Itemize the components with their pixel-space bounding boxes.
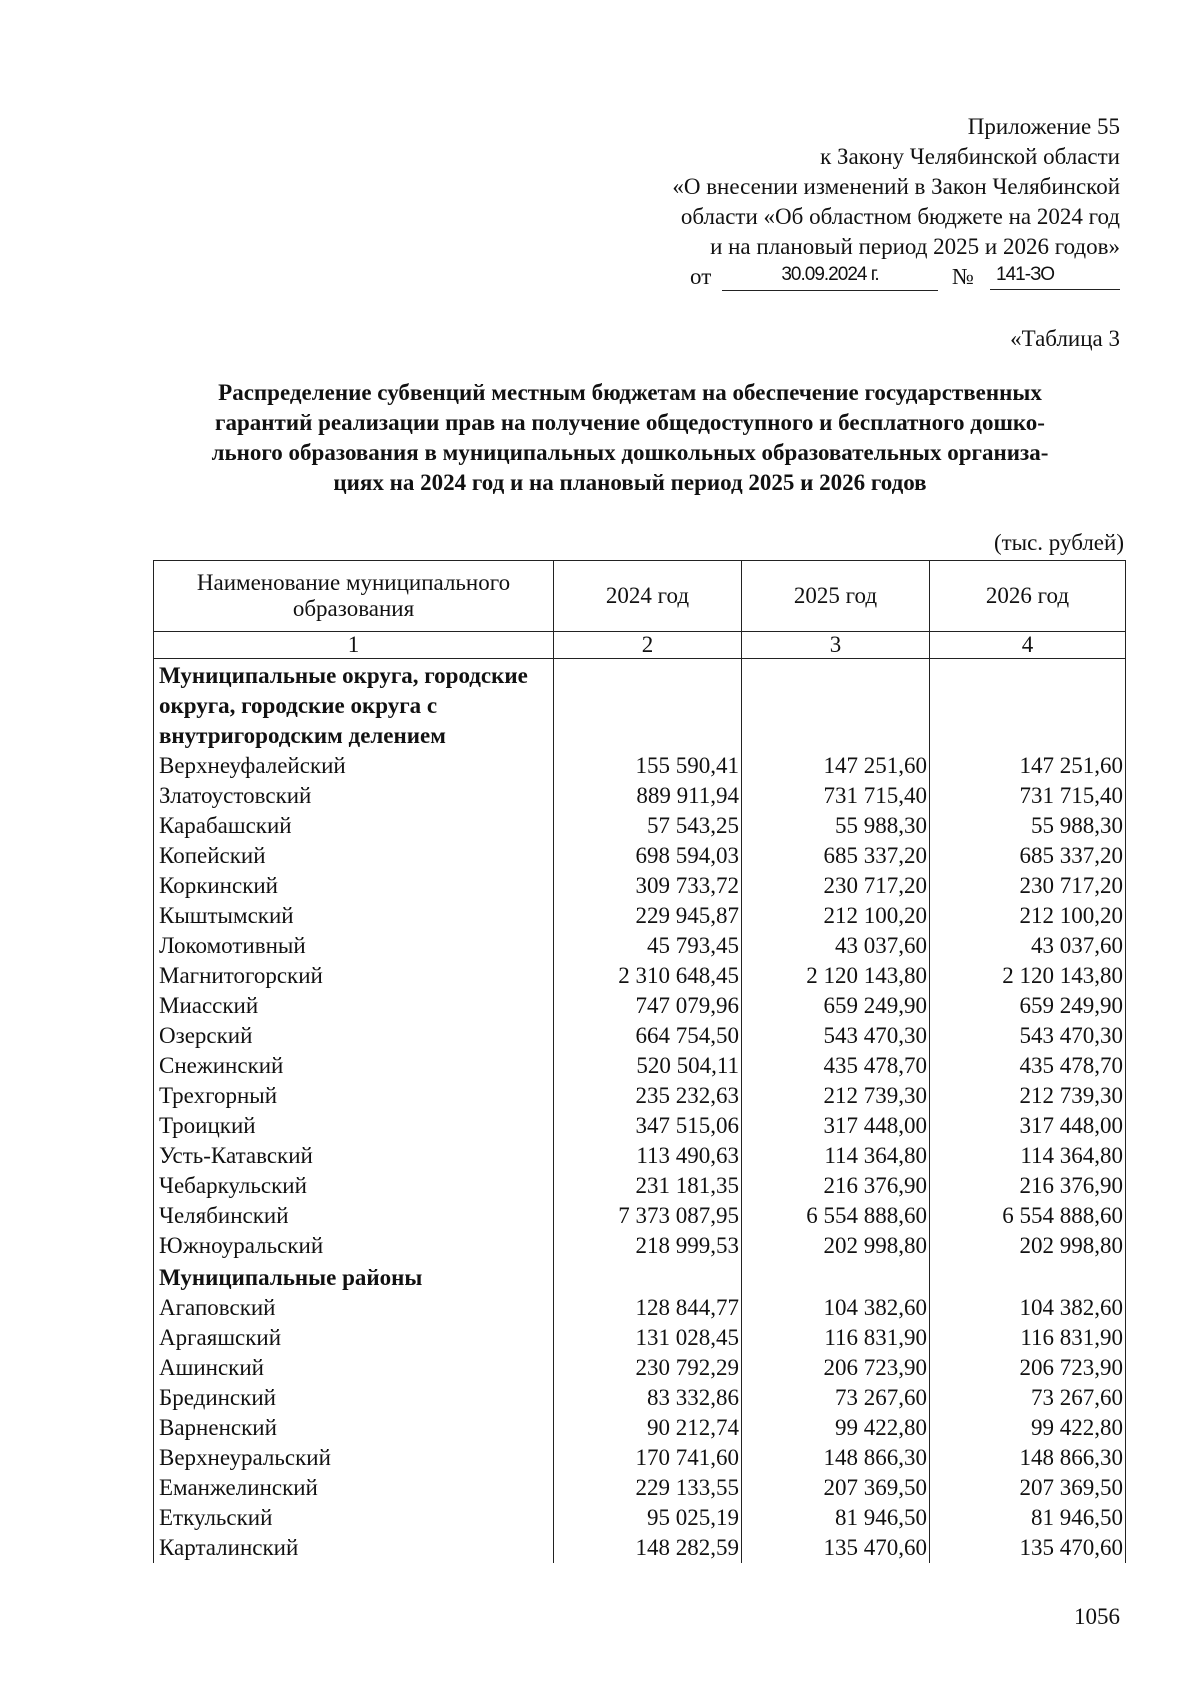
table-row — [154, 1323, 1126, 1353]
amount-2024: 235 232,63 — [554, 1081, 742, 1111]
table-row — [154, 931, 1126, 961]
municipality-name: Агаповский — [154, 1293, 554, 1323]
amount-2024: 45 793,45 — [554, 931, 742, 961]
table-row — [154, 991, 1126, 1021]
amount-2025: 135 470,60 — [742, 1533, 930, 1563]
table-row — [154, 1353, 1126, 1383]
amount-2026: 202 998,80 — [930, 1231, 1126, 1261]
table-row — [154, 1021, 1126, 1051]
amount-2025: 116 831,90 — [742, 1323, 930, 1353]
amount-2025: 147 251,60 — [742, 751, 930, 781]
appendix-header — [560, 112, 1120, 262]
municipality-name: Усть-Катавский — [154, 1141, 554, 1171]
amount-2024: 229 133,55 — [554, 1473, 742, 1503]
law-number: 141-ЗО — [990, 264, 1120, 290]
municipality-name: Верхнеуральский — [154, 1443, 554, 1473]
amount-2025: 148 866,30 — [742, 1443, 930, 1473]
section-title: Муниципальные районы — [154, 1261, 554, 1293]
empty-cell — [930, 659, 1126, 752]
amount-2026: 114 364,80 — [930, 1141, 1126, 1171]
amount-2024: 90 212,74 — [554, 1413, 742, 1443]
amount-2024: 230 792,29 — [554, 1353, 742, 1383]
table-row — [154, 1473, 1126, 1503]
table-row — [154, 1503, 1126, 1533]
municipality-name: Златоустовский — [154, 781, 554, 811]
municipality-name: Кыштымский — [154, 901, 554, 931]
amount-2026: 135 470,60 — [930, 1533, 1126, 1563]
amount-2026: 685 337,20 — [930, 841, 1126, 871]
amount-2024: 698 594,03 — [554, 841, 742, 871]
amount-2025: 212 739,30 — [742, 1081, 930, 1111]
amount-2025: 73 267,60 — [742, 1383, 930, 1413]
municipality-name: Брединский — [154, 1383, 554, 1413]
column-number: 4 — [930, 632, 1126, 659]
municipality-name: Магнитогорский — [154, 961, 554, 991]
amount-2025: 55 988,30 — [742, 811, 930, 841]
municipality-name: Чебаркульский — [154, 1171, 554, 1201]
title-line: Распределение субвенций местным бюджетам на обеспечение государственных — [218, 380, 1042, 405]
amount-2026: 731 715,40 — [930, 781, 1126, 811]
table-label: «Таблица 3 — [1010, 326, 1120, 351]
amount-2026: 73 267,60 — [930, 1383, 1126, 1413]
table-row — [154, 901, 1126, 931]
amount-2024: 229 945,87 — [554, 901, 742, 931]
amount-2024: 520 504,11 — [554, 1051, 742, 1081]
amount-2025: 543 470,30 — [742, 1021, 930, 1051]
amount-2024: 309 733,72 — [554, 871, 742, 901]
table-row — [154, 1383, 1126, 1413]
amount-2024: 113 490,63 — [554, 1141, 742, 1171]
municipality-name: Снежинский — [154, 1051, 554, 1081]
header-name: Наименование муниципального образования — [154, 561, 554, 632]
municipality-name: Карталинский — [154, 1533, 554, 1563]
amount-2025: 317 448,00 — [742, 1111, 930, 1141]
column-number: 1 — [154, 632, 554, 659]
header-2025: 2025 год — [742, 561, 930, 632]
municipality-name: Аргаяшский — [154, 1323, 554, 1353]
title-line: льного образования в муниципальных дошкольных образовательных организа- — [211, 440, 1049, 465]
title-line: циях на 2024 год и на плановый период 2025 и 2026 годов — [333, 470, 927, 495]
amount-2026: 212 100,20 — [930, 901, 1126, 931]
appendix-line: Приложение 55 — [967, 114, 1120, 139]
document-title — [140, 378, 1120, 498]
amount-2025: 230 717,20 — [742, 871, 930, 901]
amount-2025: 99 422,80 — [742, 1413, 930, 1443]
amount-2025: 6 554 888,60 — [742, 1201, 930, 1231]
municipality-name: Карабашский — [154, 811, 554, 841]
amount-2025: 81 946,50 — [742, 1503, 930, 1533]
amount-2025: 659 249,90 — [742, 991, 930, 1021]
amount-2024: 57 543,25 — [554, 811, 742, 841]
amount-2024: 218 999,53 — [554, 1231, 742, 1261]
amount-2024: 83 332,86 — [554, 1383, 742, 1413]
municipality-name: Миасский — [154, 991, 554, 1021]
amount-2024: 747 079,96 — [554, 991, 742, 1021]
table-row — [154, 1051, 1126, 1081]
table-row — [154, 1231, 1126, 1261]
municipality-name: Озерский — [154, 1021, 554, 1051]
amount-2026: 206 723,90 — [930, 1353, 1126, 1383]
table-row — [154, 1533, 1126, 1563]
amount-2026: 43 037,60 — [930, 931, 1126, 961]
appendix-line: области «Об областном бюджете на 2024 год — [680, 204, 1120, 229]
amount-2026: 659 249,90 — [930, 991, 1126, 1021]
amount-2024: 155 590,41 — [554, 751, 742, 781]
column-number-row — [154, 632, 1126, 659]
amount-2026: 2 120 143,80 — [930, 961, 1126, 991]
empty-cell — [554, 1261, 742, 1293]
municipality-name: Троицкий — [154, 1111, 554, 1141]
section-header-row — [154, 1261, 1126, 1293]
municipality-name: Локомотивный — [154, 931, 554, 961]
municipality-name: Верхнеуфалейский — [154, 751, 554, 781]
amount-2026: 435 478,70 — [930, 1051, 1126, 1081]
amount-2025: 435 478,70 — [742, 1051, 930, 1081]
table-row — [154, 1141, 1126, 1171]
amount-2024: 347 515,06 — [554, 1111, 742, 1141]
amount-2024: 128 844,77 — [554, 1293, 742, 1323]
empty-cell — [554, 659, 742, 752]
appendix-line: к Закону Челябинской области — [820, 144, 1120, 169]
section-header-row — [154, 659, 1126, 752]
subvention-table — [153, 560, 1126, 1563]
page-number: 1056 — [1074, 1604, 1120, 1629]
amount-2026: 81 946,50 — [930, 1503, 1126, 1533]
amount-2025: 212 100,20 — [742, 901, 930, 931]
table-row — [154, 1111, 1126, 1141]
amount-2025: 202 998,80 — [742, 1231, 930, 1261]
law-signature-row — [690, 264, 1120, 294]
municipality-name: Еманжелинский — [154, 1473, 554, 1503]
amount-2026: 99 422,80 — [930, 1413, 1126, 1443]
table-row — [154, 1293, 1126, 1323]
table-row — [154, 1443, 1126, 1473]
amount-2026: 55 988,30 — [930, 811, 1126, 841]
amount-2026: 230 717,20 — [930, 871, 1126, 901]
amount-2026: 6 554 888,60 — [930, 1201, 1126, 1231]
table-row — [154, 871, 1126, 901]
amount-2024: 170 741,60 — [554, 1443, 742, 1473]
amount-2025: 114 364,80 — [742, 1141, 930, 1171]
amount-2026: 147 251,60 — [930, 751, 1126, 781]
municipality-name: Южноуральский — [154, 1231, 554, 1261]
amount-2025: 206 723,90 — [742, 1353, 930, 1383]
municipality-name: Ашинский — [154, 1353, 554, 1383]
empty-cell — [742, 659, 930, 752]
amount-2026: 116 831,90 — [930, 1323, 1126, 1353]
amount-2026: 148 866,30 — [930, 1443, 1126, 1473]
table-row — [154, 1201, 1126, 1231]
section-title: Муниципальные округа, городские округа, городские округа с внутригородским делением — [154, 659, 554, 752]
amount-2026: 207 369,50 — [930, 1473, 1126, 1503]
appendix-line: «О внесении изменений в Закон Челябинской — [672, 174, 1120, 199]
title-line: гарантий реализации прав на получение общедоступного и бесплатного дошко- — [215, 410, 1045, 435]
amount-2024: 95 025,19 — [554, 1503, 742, 1533]
amount-2024: 2 310 648,45 — [554, 961, 742, 991]
table-header-row — [154, 561, 1126, 632]
amount-2024: 148 282,59 — [554, 1533, 742, 1563]
table-row — [154, 781, 1126, 811]
amount-2026: 317 448,00 — [930, 1111, 1126, 1141]
empty-cell — [742, 1261, 930, 1293]
appendix-line: и на плановый период 2025 и 2026 годов» — [710, 234, 1120, 259]
amount-2025: 2 120 143,80 — [742, 961, 930, 991]
table-row — [154, 1081, 1126, 1111]
table-body — [154, 659, 1126, 1564]
municipality-name: Копейский — [154, 841, 554, 871]
table-row — [154, 961, 1126, 991]
municipality-name: Челябинский — [154, 1201, 554, 1231]
amount-2024: 231 181,35 — [554, 1171, 742, 1201]
municipality-name: Еткульский — [154, 1503, 554, 1533]
table-row — [154, 1171, 1126, 1201]
amount-2025: 685 337,20 — [742, 841, 930, 871]
amount-2024: 131 028,45 — [554, 1323, 742, 1353]
amount-2025: 731 715,40 — [742, 781, 930, 811]
law-date: 30.09.2024 г. — [722, 264, 938, 291]
amount-2025: 43 037,60 — [742, 931, 930, 961]
amount-2024: 7 373 087,95 — [554, 1201, 742, 1231]
municipality-name: Коркинский — [154, 871, 554, 901]
amount-2024: 664 754,50 — [554, 1021, 742, 1051]
empty-cell — [930, 1261, 1126, 1293]
units-label: (тыс. рублей) — [993, 530, 1124, 555]
amount-2026: 543 470,30 — [930, 1021, 1126, 1051]
amount-2025: 216 376,90 — [742, 1171, 930, 1201]
header-2024: 2024 год — [554, 561, 742, 632]
column-number: 3 — [742, 632, 930, 659]
header-2026: 2026 год — [930, 561, 1126, 632]
amount-2026: 212 739,30 — [930, 1081, 1126, 1111]
table-row — [154, 841, 1126, 871]
table-row — [154, 1413, 1126, 1443]
amount-2025: 207 369,50 — [742, 1473, 930, 1503]
from-label: от — [690, 264, 712, 289]
municipality-name: Варненский — [154, 1413, 554, 1443]
table-row — [154, 811, 1126, 841]
amount-2026: 216 376,90 — [930, 1171, 1126, 1201]
column-number: 2 — [554, 632, 742, 659]
amount-2026: 104 382,60 — [930, 1293, 1126, 1323]
municipality-name: Трехгорный — [154, 1081, 554, 1111]
number-sign: № — [952, 264, 974, 289]
amount-2025: 104 382,60 — [742, 1293, 930, 1323]
table-row — [154, 751, 1126, 781]
amount-2024: 889 911,94 — [554, 781, 742, 811]
